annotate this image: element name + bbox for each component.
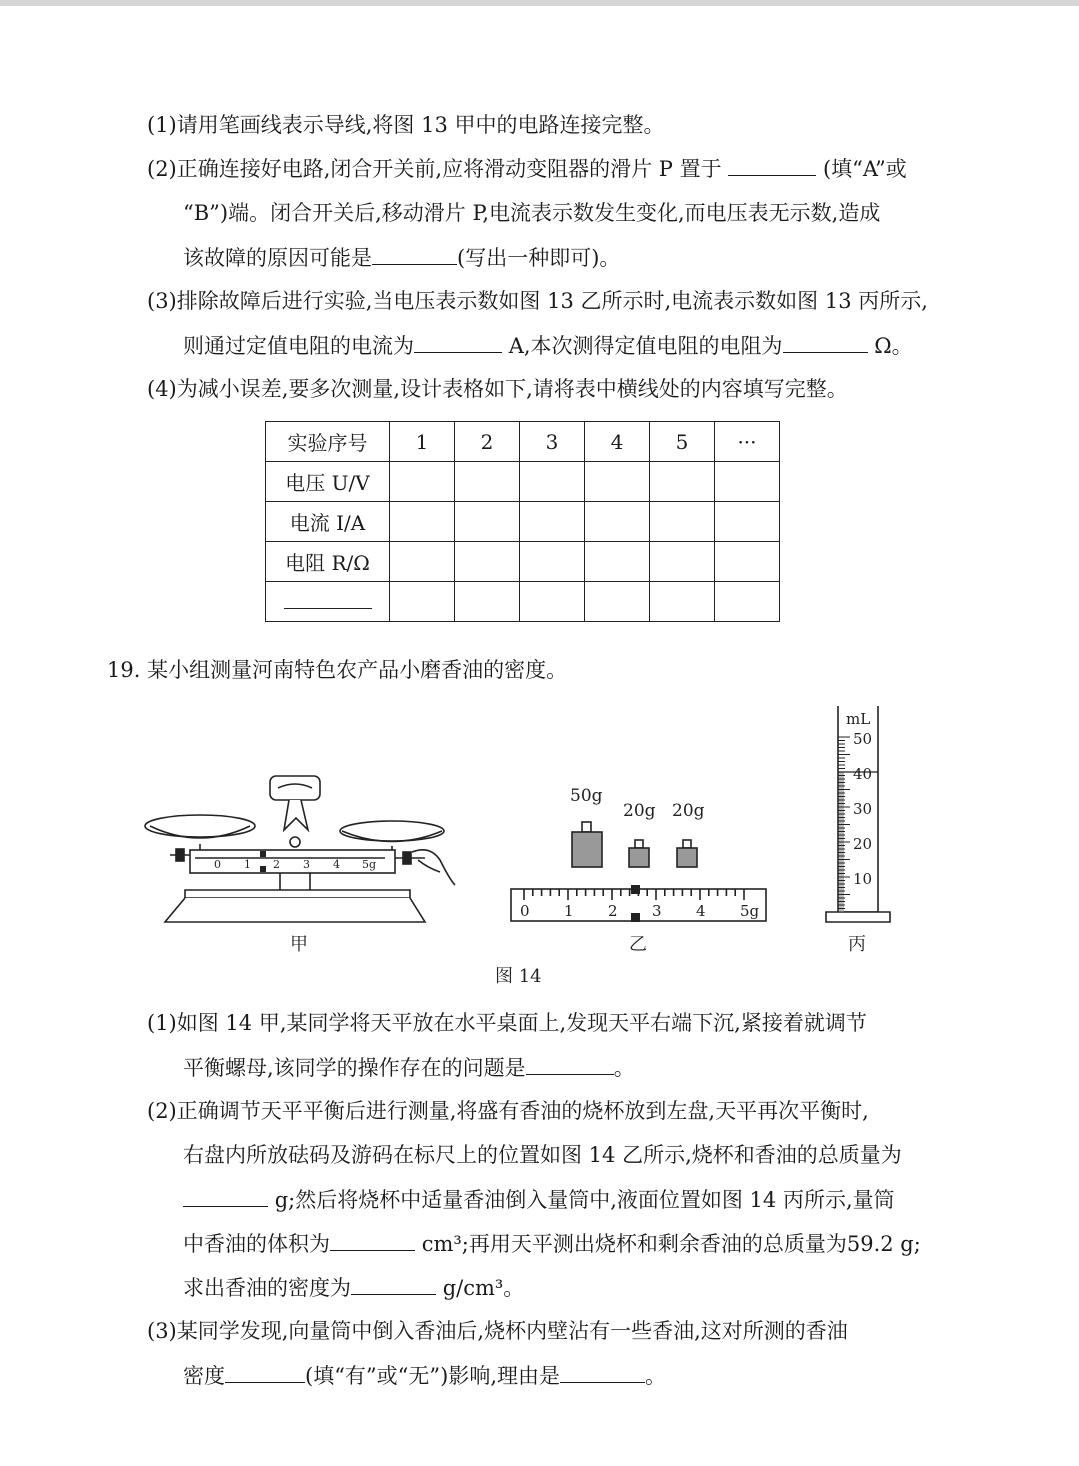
balance-tick: 0 (214, 858, 221, 871)
measurement-table (265, 421, 780, 622)
q19-title: 19. 某小组测量河南特色农产品小磨香油的密度。 (107, 658, 568, 682)
table-row (266, 582, 780, 622)
row-label: 电阻 R/Ω (266, 542, 390, 582)
cylinder-tick: 10 (853, 870, 873, 888)
balance-tick: 1 (244, 858, 251, 871)
weights (572, 822, 697, 867)
balance-tick: 4 (333, 858, 340, 871)
ruler-tick: 3 (652, 902, 662, 920)
table-header: 实验序号 (266, 422, 390, 462)
weight-label: 20g (672, 801, 705, 821)
table-col: 3 (520, 422, 585, 462)
weight-label: 20g (623, 801, 656, 821)
q18-part2-line2: “B”)端。闭合开关后,移动滑片 P,电流表示数发生变化,而电压表无示数,造成 (183, 201, 881, 225)
answer-blank[interactable] (783, 330, 868, 353)
q19-part2-line3: g;然后将烧杯中适量香油倒入量筒中,液面位置如图 14 丙所示,量筒 (183, 1184, 895, 1215)
q19-part1-line2: 平衡螺母,该同学的操作存在的问题是 。 (183, 1052, 635, 1083)
answer-blank[interactable] (330, 1228, 415, 1251)
answer-blank[interactable] (225, 1360, 305, 1383)
table-col: 4 (585, 422, 650, 462)
weight-label: 50g (570, 786, 603, 806)
row-label-blank[interactable] (266, 582, 390, 622)
ruler-tick: 1 (564, 902, 574, 920)
cylinder-tick: 50 (853, 730, 873, 748)
answer-blank[interactable] (414, 330, 502, 353)
ruler-tick: 5g (740, 902, 760, 920)
table-row (266, 422, 780, 462)
label-jia: 甲 (290, 934, 308, 955)
balance-tick: 5g (362, 858, 377, 871)
q19-part1-line1: (1)如图 14 甲,某同学将天平放在水平桌面上,发现天平右端下沉,紧接着就调节 (147, 1011, 867, 1035)
q19-part3-line2: 密度 (填“有”或“无”)影响,理由是 。 (183, 1360, 666, 1391)
q19-part2-line1: (2)正确调节天平平衡后进行测量,将盛有香油的烧杯放到左盘,天平再次平衡时, (147, 1099, 869, 1123)
ruler-tick: 4 (696, 902, 706, 920)
q18-part3-line2: 则通过定值电阻的电流为 A,本次测得定值电阻的电阻为 Ω。 (183, 330, 913, 361)
balance-tick: 3 (303, 858, 310, 871)
row-label: 电压 U/V (266, 462, 390, 502)
row-label: 电流 I/A (266, 502, 390, 542)
balance-tick: 2 (273, 858, 280, 871)
rider-ruler (511, 885, 766, 922)
q18-part3-line1: (3)排除故障后进行实验,当电压表示数如图 13 乙所示时,电流表示数如图 13 丙所示, (147, 289, 928, 313)
balance-illustration (145, 776, 455, 922)
q19-part2-line4: 中香油的体积为 cm³;再用天平测出烧杯和剩余香油的总质量为59.2 g; (183, 1228, 921, 1259)
q18-part2-line1: (2)正确连接好电路,闭合开关前,应将滑动变阻器的滑片 P 置于 (填“A”或 (147, 153, 907, 184)
cylinder-tick: 20 (853, 835, 873, 853)
cylinder-tick: 30 (853, 800, 873, 818)
q18-part1: (1)请用笔画线表示导线,将图 13 甲中的电路连接完整。 (147, 113, 665, 137)
figure-14 (0, 700, 1079, 1000)
answer-blank[interactable] (560, 1360, 645, 1383)
answer-blank[interactable] (728, 153, 816, 176)
table-col: 2 (455, 422, 520, 462)
top-border (0, 0, 1079, 6)
table-row (266, 462, 780, 502)
table-row (266, 542, 780, 582)
answer-blank[interactable] (372, 242, 457, 265)
label-bing: 丙 (848, 934, 866, 955)
q19-part2-line2: 右盘内所放砝码及游码在标尺上的位置如图 14 乙所示,烧杯和香油的总质量为 (183, 1143, 902, 1167)
label-yi: 乙 (629, 934, 647, 955)
answer-blank[interactable] (183, 1184, 268, 1207)
table-col: ··· (715, 422, 780, 462)
ruler-tick: 0 (520, 902, 530, 920)
q18-part2-line3: 该故障的原因可能是 (写出一种即可)。 (183, 242, 620, 273)
cylinder-unit: mL (846, 710, 871, 728)
ruler-tick: 2 (608, 902, 618, 920)
answer-blank[interactable] (526, 1052, 614, 1075)
table-col: 1 (390, 422, 455, 462)
q19-part2-line5: 求出香油的密度为 g/cm³。 (183, 1272, 524, 1303)
table-col: 5 (650, 422, 715, 462)
table-row (266, 502, 780, 542)
q18-part4: (4)为减小误差,要多次测量,设计表格如下,请将表中横线处的内容填写完整。 (147, 377, 848, 401)
cylinder-tick: 40 (853, 765, 873, 783)
figure-caption: 图 14 (495, 966, 542, 987)
answer-blank[interactable] (351, 1272, 436, 1295)
q19-part3-line1: (3)某同学发现,向量筒中倒入香油后,烧杯内壁沾有一些香油,这对所测的香油 (147, 1319, 848, 1343)
